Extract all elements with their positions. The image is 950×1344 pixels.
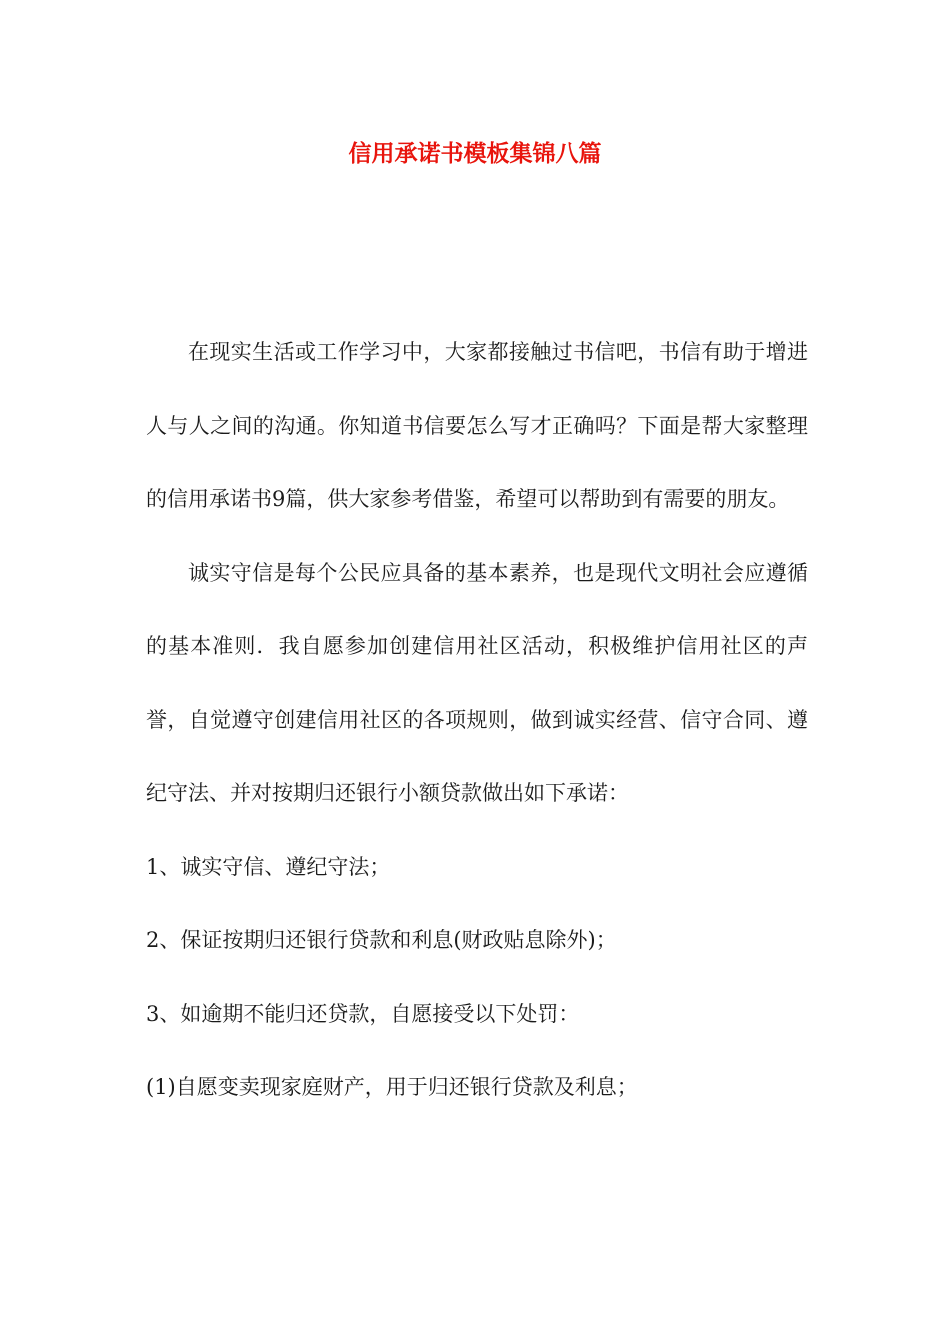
document-body: [146, 316, 808, 1125]
pledge-item-1: 1、诚实守信、遵纪守法；: [146, 854, 391, 879]
penalty-item-1: (1)自愿变卖现家庭财产，用于归还银行贷款及利息；: [146, 1075, 638, 1099]
pledge-item-2: 2、保证按期归还银行贷款和利息(财政贴息除外)；: [146, 928, 617, 952]
pledge-item-3: 3、如逾期不能归还贷款，自愿接受以下处罚：: [146, 1001, 580, 1026]
intro-paragraph: 在现实生活或工作学习中，大家都接触过书信吧，书信有助于增进人与人之间的沟通。你知道书信要怎么写才正确吗？下面是帮大家整理的信用承诺书9篇，供大家参考借鉴，希望可以帮助到有需要的朋友。: [146, 340, 808, 511]
document-title: 信用承诺书模板集锦八篇: [348, 140, 602, 167]
pledge-paragraph: 诚实守信是每个公民应具备的基本素养，也是现代文明社会应遵循的基本准则．我自愿参加创建信用社区活动，积极维护信用社区的声誉，自觉遵守创建信用社区的各项规则，做到诚实经营、信守合同、遵纪守法、并对按期归还银行小额贷款做出如下承诺：: [146, 560, 808, 805]
